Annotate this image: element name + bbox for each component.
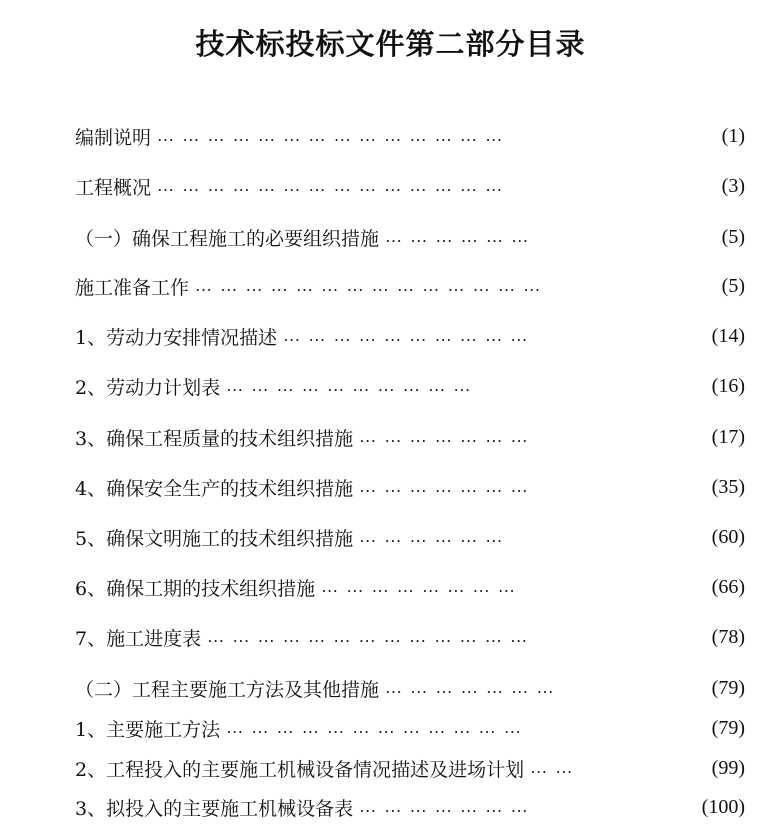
toc-entry-label: 1、主要施工方法 [75, 718, 221, 741]
toc-entry-leader: … … … … … … … [359, 427, 530, 446]
toc-entry-label: （二）工程主要施工方法及其他措施 [75, 678, 380, 701]
toc-entry-leader: … … … … … … … … … … … … … [207, 627, 530, 646]
toc-entry-leader: … … [530, 758, 575, 777]
toc-entry [75, 271, 745, 301]
toc-entry-leader: … … … … … … … … … … … … … … [157, 176, 505, 195]
toc-entry-page: (99) [711, 756, 745, 779]
toc-entry [75, 422, 745, 452]
toc-entry-page: (60) [711, 525, 745, 548]
toc-entry-label: 编制说明 [75, 126, 152, 149]
toc-entry-leader: … … … … … … … [385, 678, 556, 697]
toc-entry-page: (66) [711, 575, 745, 598]
toc-entry-page: (3) [721, 174, 745, 197]
toc-entry-label: 3、拟投入的主要施工机械设备表 [75, 797, 354, 820]
toc-entry-leader: … … … … … … … [359, 477, 530, 496]
toc-entry-page: (14) [711, 324, 745, 347]
toc-entry-page: (16) [711, 374, 745, 397]
toc-entry-label: 2、劳动力计划表 [75, 376, 221, 399]
toc-entry-leader: … … … … … … [385, 227, 531, 246]
toc-entry-leader: … … … … … … … … … … … … … … [157, 126, 505, 145]
toc-entry-page: (35) [711, 475, 745, 498]
toc-entry-leader: … … … … … … … … … … [226, 376, 473, 395]
toc-entry-page: (1) [721, 124, 745, 147]
toc-entry-page: (17) [711, 425, 745, 448]
toc-entry-leader: … … … … … … [359, 527, 505, 546]
toc-entry-page: (100) [701, 795, 745, 818]
toc-entry [75, 792, 745, 822]
toc-entry-label: 工程概况 [75, 176, 152, 199]
toc-entry-leader: … … … … … … … … … … [283, 326, 530, 345]
toc-entry-label: （一）确保工程施工的必要组织措施 [75, 227, 380, 250]
toc-entry-page: (78) [711, 625, 745, 648]
toc-entry-label: 2、工程投入的主要施工机械设备情况描述及进场计划 [75, 758, 525, 781]
toc-entry-label: 4、确保安全生产的技术组织措施 [75, 477, 354, 500]
toc-entry-leader: … … … … … … … … [321, 577, 517, 596]
toc-entry-label: 5、确保文明施工的技术组织措施 [75, 527, 354, 550]
toc-entry-page: (79) [711, 676, 745, 699]
toc-entry-page: (5) [721, 274, 745, 297]
toc-entry [75, 713, 745, 743]
document-title: 技术标投标文件第二部分目录 [195, 27, 586, 61]
toc-entry [75, 753, 745, 783]
toc-entry-label: 6、确保工期的技术组织措施 [75, 577, 316, 600]
toc-entry [75, 622, 745, 652]
toc-entry-label: 1、劳动力安排情况描述 [75, 326, 278, 349]
toc-entry [75, 522, 745, 552]
toc-entry-leader: … … … … … … … … … … … … [226, 718, 523, 737]
toc-entry [75, 572, 745, 602]
toc-entry [75, 171, 745, 201]
toc-entry-page: (79) [711, 716, 745, 739]
toc-entry-page: (5) [721, 225, 745, 248]
toc-entry-label: 7、施工进度表 [75, 627, 202, 650]
toc-entry [75, 321, 745, 351]
toc-entry-leader: … … … … … … … … … … … … … … [195, 276, 543, 295]
toc-entry-label: 施工准备工作 [75, 276, 190, 299]
toc-entry [75, 673, 745, 703]
toc-entry [75, 121, 745, 151]
toc-entry [75, 222, 745, 252]
toc-entry-leader: … … … … … … … [359, 797, 530, 816]
toc-entry [75, 371, 745, 401]
toc-entry-label: 3、确保工程质量的技术组织措施 [75, 427, 354, 450]
toc-entry [75, 472, 745, 502]
